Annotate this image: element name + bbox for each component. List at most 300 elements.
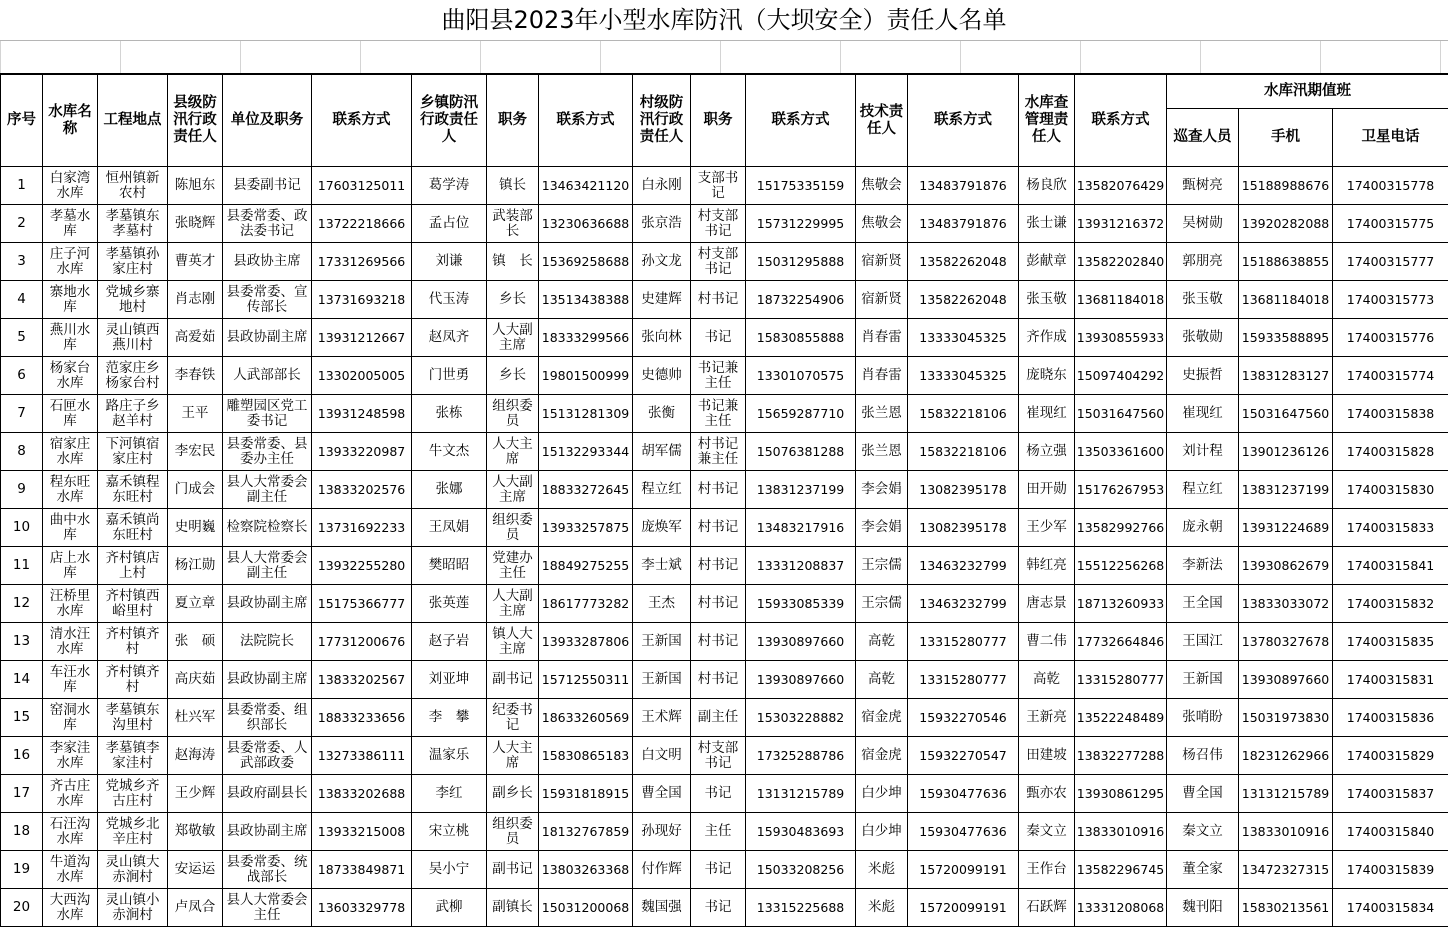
cell-village-position: 村书记兼主任 [691,433,746,471]
cell-county-head: 张晓辉 [168,205,223,243]
cell-county-head: 杜兴军 [168,699,223,737]
cell-mobile: 15830213561 [1239,889,1333,927]
cell-location: 恒州镇新农村 [98,167,168,205]
cell-village-head: 张衡 [633,395,691,433]
cell-contact-2: 13803263368 [539,851,633,889]
header-mobile: 手机 [1239,109,1333,167]
header-contact-3: 联系方式 [746,75,856,167]
cell-reservoir: 寨地水库 [43,281,98,319]
cell-town-position: 武装部长 [487,205,539,243]
cell-seq: 4 [1,281,43,319]
cell-contact-4: 13333045325 [908,319,1019,357]
cell-inspector: 韩红亮 [1019,547,1075,585]
cell-contact-2: 18833272645 [539,471,633,509]
cell-reservoir: 店上水库 [43,547,98,585]
cell-contact-5: 13833010916 [1075,813,1167,851]
cell-seq: 8 [1,433,43,471]
cell-inspector: 高乾 [1019,661,1075,699]
cell-contact-5: 13522248489 [1075,699,1167,737]
cell-contact-5: 13331208068 [1075,889,1167,927]
cell-location: 齐村镇齐村 [98,661,168,699]
cell-county-head: 高爱茹 [168,319,223,357]
cell-contact-4: 13082395178 [908,509,1019,547]
cell-patrol: 崔现红 [1167,395,1239,433]
cell-town-head: 赵凤齐 [412,319,487,357]
cell-seq: 15 [1,699,43,737]
cell-location: 孝墓镇东孝墓村 [98,205,168,243]
cell-patrol: 王全国 [1167,585,1239,623]
cell-contact-4: 15930477636 [908,775,1019,813]
cell-town-position: 副镇长 [487,889,539,927]
cell-tech: 张兰恩 [856,395,908,433]
cell-village-head: 曹全国 [633,775,691,813]
cell-unit-position: 县委常委、政法委书记 [223,205,312,243]
cell-town-position: 副乡长 [487,775,539,813]
cell-satellite: 17400315773 [1333,281,1448,319]
cell-patrol: 史振哲 [1167,357,1239,395]
cell-seq: 9 [1,471,43,509]
cell-contact-2: 15712550311 [539,661,633,699]
cell-tech: 焦敬会 [856,167,908,205]
cell-contact-3: 15076381288 [746,433,856,471]
cell-town-head: 吴小宁 [412,851,487,889]
table-row [1,205,1448,243]
cell-seq: 19 [1,851,43,889]
cell-reservoir: 宿家庄水库 [43,433,98,471]
cell-village-head: 庞焕军 [633,509,691,547]
table-row [1,699,1448,737]
cell-contact-1: 17603125011 [312,167,412,205]
cell-patrol: 张玉敬 [1167,281,1239,319]
cell-seq: 2 [1,205,43,243]
cell-town-position: 副书记 [487,851,539,889]
cell-village-position: 村书记 [691,661,746,699]
cell-seq: 16 [1,737,43,775]
table-row [1,661,1448,699]
cell-contact-2: 13513438388 [539,281,633,319]
cell-contact-3: 13301070575 [746,357,856,395]
cell-village-position: 副主任 [691,699,746,737]
cell-patrol: 杨召伟 [1167,737,1239,775]
cell-satellite: 17400315776 [1333,319,1448,357]
cell-contact-2: 13933257875 [539,509,633,547]
cell-unit-position: 县政协副主席 [223,319,312,357]
header-contact-4: 联系方式 [908,75,1019,167]
cell-unit-position: 县政协副主席 [223,585,312,623]
cell-contact-1: 13933215008 [312,813,412,851]
cell-contact-4: 15720099191 [908,889,1019,927]
cell-satellite: 17400315775 [1333,205,1448,243]
cell-contact-1: 13931212667 [312,319,412,357]
cell-mobile: 13833033072 [1239,585,1333,623]
cell-contact-4: 15832218106 [908,395,1019,433]
cell-contact-4: 15932270547 [908,737,1019,775]
cell-inspector: 田建坡 [1019,737,1075,775]
cell-satellite: 17400315778 [1333,167,1448,205]
cell-mobile: 13831237199 [1239,471,1333,509]
cell-village-head: 胡军儒 [633,433,691,471]
cell-inspector: 唐志景 [1019,585,1075,623]
cell-patrol: 刘计程 [1167,433,1239,471]
cell-contact-1: 13933220987 [312,433,412,471]
cell-unit-position: 县委常委、县委办主任 [223,433,312,471]
cell-village-position: 主任 [691,813,746,851]
cell-mobile: 15188988676 [1239,167,1333,205]
cell-contact-4: 15720099191 [908,851,1019,889]
cell-mobile: 13930862679 [1239,547,1333,585]
cell-inspector: 彭献章 [1019,243,1075,281]
cell-reservoir: 清水汪水库 [43,623,98,661]
cell-county-head: 肖志刚 [168,281,223,319]
cell-contact-2: 15131281309 [539,395,633,433]
cell-contact-4: 13082395178 [908,471,1019,509]
cell-seq: 20 [1,889,43,927]
cell-contact-2: 15830865183 [539,737,633,775]
cell-patrol: 庞永朝 [1167,509,1239,547]
cell-contact-3: 13315225688 [746,889,856,927]
cell-location: 路庄子乡赵羊村 [98,395,168,433]
cell-unit-position: 县委副书记 [223,167,312,205]
cell-tech: 宿金虎 [856,699,908,737]
cell-contact-2: 15369258688 [539,243,633,281]
header-unit-position: 单位及职务 [223,75,312,167]
cell-location: 范家庄乡杨家台村 [98,357,168,395]
header-town-head: 乡镇防汛行政责任人 [412,75,487,167]
cell-town-position: 人大副主席 [487,319,539,357]
cell-satellite: 17400315832 [1333,585,1448,623]
cell-contact-1: 17731200676 [312,623,412,661]
cell-inspector: 杨立强 [1019,433,1075,471]
cell-town-position: 党建办主任 [487,547,539,585]
cell-mobile: 13681184018 [1239,281,1333,319]
cell-town-head: 刘亚坤 [412,661,487,699]
cell-contact-1: 13731692233 [312,509,412,547]
cell-contact-2: 15132293344 [539,433,633,471]
header-location: 工程地点 [98,75,168,167]
cell-inspector: 王少军 [1019,509,1075,547]
table-row [1,737,1448,775]
cell-tech: 米彪 [856,851,908,889]
cell-seq: 12 [1,585,43,623]
cell-contact-5: 13582992766 [1075,509,1167,547]
cell-contact-3: 13930897660 [746,623,856,661]
table-row [1,623,1448,661]
cell-unit-position: 县委常委、人武部政委 [223,737,312,775]
cell-contact-5: 13582202840 [1075,243,1167,281]
cell-contact-2: 18132767859 [539,813,633,851]
cell-satellite: 17400315834 [1333,889,1448,927]
cell-location: 灵山镇大赤涧村 [98,851,168,889]
header-inspector: 水库查管理责任人 [1019,75,1075,167]
cell-contact-3: 15175335159 [746,167,856,205]
cell-mobile: 13920282088 [1239,205,1333,243]
cell-county-head: 王平 [168,395,223,433]
cell-reservoir: 曲中水库 [43,509,98,547]
cell-contact-4: 13315280777 [908,623,1019,661]
cell-reservoir: 汪桥里水库 [43,585,98,623]
cell-contact-1: 13931248598 [312,395,412,433]
cell-reservoir: 齐古庄水库 [43,775,98,813]
cell-county-head: 赵海涛 [168,737,223,775]
cell-village-position: 村书记 [691,585,746,623]
cell-satellite: 17400315829 [1333,737,1448,775]
cell-contact-2: 13463421120 [539,167,633,205]
cell-unit-position: 县政协主席 [223,243,312,281]
cell-location: 孝墓镇孙家庄村 [98,243,168,281]
cell-town-head: 张英莲 [412,585,487,623]
cell-town-position: 组织委员 [487,395,539,433]
cell-seq: 3 [1,243,43,281]
cell-reservoir: 庄子河水库 [43,243,98,281]
cell-mobile: 13131215789 [1239,775,1333,813]
cell-satellite: 17400315838 [1333,395,1448,433]
cell-town-position: 镇 长 [487,243,539,281]
cell-patrol: 曹全国 [1167,775,1239,813]
table-row [1,167,1448,205]
cell-village-head: 王新国 [633,623,691,661]
cell-satellite: 17400315841 [1333,547,1448,585]
cell-tech: 王宗儒 [856,585,908,623]
table-body [1,167,1448,927]
cell-seq: 6 [1,357,43,395]
page-title: 曲阳县2023年小型水库防汛（大坝安全）责任人名单 [0,0,1448,41]
cell-town-position: 乡长 [487,281,539,319]
cell-contact-4: 13463232799 [908,585,1019,623]
cell-village-head: 孙文龙 [633,243,691,281]
cell-village-head: 王杰 [633,585,691,623]
cell-contact-5: 15176267953 [1075,471,1167,509]
cell-unit-position: 县委常委、统战部长 [223,851,312,889]
cell-location: 党城乡北辛庄村 [98,813,168,851]
cell-location: 党城乡齐古庄村 [98,775,168,813]
cell-contact-1: 18833233656 [312,699,412,737]
cell-town-position: 人大副主席 [487,585,539,623]
cell-contact-4: 13315280777 [908,661,1019,699]
cell-contact-1: 13833202567 [312,661,412,699]
cell-village-head: 李士斌 [633,547,691,585]
cell-satellite: 17400315833 [1333,509,1448,547]
table-row [1,319,1448,357]
cell-county-head: 张 硕 [168,623,223,661]
cell-mobile: 13931224689 [1239,509,1333,547]
header-seq: 序号 [1,75,43,167]
cell-contact-3: 13483217916 [746,509,856,547]
cell-reservoir: 孝墓水库 [43,205,98,243]
cell-town-head: 王凤娟 [412,509,487,547]
cell-mobile: 18231262966 [1239,737,1333,775]
cell-tech: 白少坤 [856,775,908,813]
cell-contact-3: 15303228882 [746,699,856,737]
cell-village-position: 村书记 [691,509,746,547]
cell-tech: 宿金虎 [856,737,908,775]
cell-location: 灵山镇小赤涧村 [98,889,168,927]
cell-village-position: 村书记 [691,623,746,661]
cell-contact-1: 15175366777 [312,585,412,623]
cell-contact-5: 18713260933 [1075,585,1167,623]
cell-inspector: 齐作成 [1019,319,1075,357]
cell-patrol: 董全家 [1167,851,1239,889]
cell-contact-2: 18633260569 [539,699,633,737]
cell-village-position: 书记 [691,775,746,813]
cell-mobile: 13833010916 [1239,813,1333,851]
cell-contact-3: 15031295888 [746,243,856,281]
cell-county-head: 高庆茹 [168,661,223,699]
cell-unit-position: 县人大常委会副主任 [223,547,312,585]
cell-location: 齐村镇店上村 [98,547,168,585]
header-county-head: 县级防汛行政责任人 [168,75,223,167]
header-row-top [1,75,1448,109]
cell-mobile: 13930897660 [1239,661,1333,699]
table-row [1,775,1448,813]
cell-county-head: 安运运 [168,851,223,889]
cell-patrol: 秦文立 [1167,813,1239,851]
cell-seq: 11 [1,547,43,585]
cell-location: 孝墓镇东沟里村 [98,699,168,737]
cell-seq: 13 [1,623,43,661]
cell-contact-1: 13731693218 [312,281,412,319]
table-row [1,281,1448,319]
cell-tech: 王宗儒 [856,547,908,585]
cell-town-position: 纪委书记 [487,699,539,737]
cell-contact-4: 13333045325 [908,357,1019,395]
cell-county-head: 夏立章 [168,585,223,623]
cell-contact-2: 15031200068 [539,889,633,927]
cell-contact-3: 15731229995 [746,205,856,243]
cell-contact-5: 13832277288 [1075,737,1167,775]
cell-contact-2: 18617773282 [539,585,633,623]
cell-inspector: 王作台 [1019,851,1075,889]
cell-town-position: 乡长 [487,357,539,395]
cell-contact-1: 18733849871 [312,851,412,889]
cell-contact-5: 13582076429 [1075,167,1167,205]
cell-village-head: 张向林 [633,319,691,357]
cell-town-position: 人大主席 [487,433,539,471]
table-row [1,889,1448,927]
cell-tech: 高乾 [856,623,908,661]
cell-satellite: 17400315836 [1333,699,1448,737]
cell-village-position: 书记 [691,319,746,357]
cell-inspector: 秦文立 [1019,813,1075,851]
cell-town-head: 葛学涛 [412,167,487,205]
cell-patrol: 王国江 [1167,623,1239,661]
cell-village-head: 白文明 [633,737,691,775]
cell-contact-4: 13483791876 [908,205,1019,243]
cell-contact-5: 15031647560 [1075,395,1167,433]
cell-satellite: 17400315835 [1333,623,1448,661]
cell-contact-5: 17732664846 [1075,623,1167,661]
cell-contact-5: 15097404292 [1075,357,1167,395]
cell-mobile: 15188638855 [1239,243,1333,281]
cell-patrol: 郭朋亮 [1167,243,1239,281]
cell-satellite: 17400315837 [1333,775,1448,813]
cell-mobile: 13472327315 [1239,851,1333,889]
cell-satellite: 17400315777 [1333,243,1448,281]
cell-satellite: 17400315839 [1333,851,1448,889]
cell-village-head: 史建辉 [633,281,691,319]
cell-satellite: 17400315840 [1333,813,1448,851]
cell-town-head: 李红 [412,775,487,813]
cell-village-head: 魏国强 [633,889,691,927]
cell-village-position: 村书记 [691,281,746,319]
cell-county-head: 郑敬敏 [168,813,223,851]
cell-satellite: 17400315831 [1333,661,1448,699]
cell-patrol: 王新国 [1167,661,1239,699]
cell-village-position: 村支部书记 [691,243,746,281]
cell-location: 孝墓镇李家洼村 [98,737,168,775]
cell-county-head: 李春铁 [168,357,223,395]
cell-town-head: 李 攀 [412,699,487,737]
cell-mobile: 13780327678 [1239,623,1333,661]
cell-town-position: 副书记 [487,661,539,699]
cell-contact-3: 13131215789 [746,775,856,813]
cell-contact-4: 15832218106 [908,433,1019,471]
blank-row [0,41,1448,74]
cell-contact-3: 18732254906 [746,281,856,319]
cell-reservoir: 牛道沟水库 [43,851,98,889]
cell-county-head: 杨江勋 [168,547,223,585]
cell-town-head: 张娜 [412,471,487,509]
cell-reservoir: 杨家台水库 [43,357,98,395]
cell-seq: 1 [1,167,43,205]
cell-contact-4: 13582262048 [908,243,1019,281]
cell-satellite: 17400315828 [1333,433,1448,471]
cell-inspector: 崔现红 [1019,395,1075,433]
header-duty-group: 水库汛期值班 [1167,75,1448,109]
cell-tech: 宿新贤 [856,281,908,319]
cell-village-position: 书记 [691,889,746,927]
header-village-position: 职务 [691,75,746,167]
cell-contact-3: 13930897660 [746,661,856,699]
header-reservoir: 水库名称 [43,75,98,167]
cell-reservoir: 李家洼水库 [43,737,98,775]
cell-patrol: 甄树亮 [1167,167,1239,205]
cell-seq: 10 [1,509,43,547]
cell-mobile: 15031973830 [1239,699,1333,737]
cell-tech: 白少坤 [856,813,908,851]
cell-contact-5: 13681184018 [1075,281,1167,319]
table-row [1,547,1448,585]
cell-contact-4: 13463232799 [908,547,1019,585]
cell-patrol: 程立红 [1167,471,1239,509]
cell-location: 灵山镇西燕川村 [98,319,168,357]
cell-reservoir: 车汪水库 [43,661,98,699]
cell-contact-5: 13930855933 [1075,319,1167,357]
cell-location: 嘉禾镇尚东旺村 [98,509,168,547]
table-row [1,357,1448,395]
cell-mobile: 13831283127 [1239,357,1333,395]
cell-unit-position: 雕塑园区党工委书记 [223,395,312,433]
cell-contact-4: 15930477636 [908,813,1019,851]
cell-mobile: 13901236126 [1239,433,1333,471]
cell-inspector: 甄亦农 [1019,775,1075,813]
table-row [1,585,1448,623]
cell-reservoir: 石汪沟水库 [43,813,98,851]
cell-contact-2: 18849275255 [539,547,633,585]
table-row [1,813,1448,851]
cell-contact-3: 13331208837 [746,547,856,585]
responsibility-table [0,74,1448,927]
cell-village-head: 程立红 [633,471,691,509]
cell-village-head: 王新国 [633,661,691,699]
cell-location: 下河镇宿家庄村 [98,433,168,471]
cell-contact-1: 13932255280 [312,547,412,585]
table-row [1,509,1448,547]
cell-contact-5: 15512256268 [1075,547,1167,585]
cell-town-position: 人大主席 [487,737,539,775]
cell-town-head: 张栋 [412,395,487,433]
cell-village-position: 村书记 [691,547,746,585]
cell-village-position: 村书记 [691,471,746,509]
